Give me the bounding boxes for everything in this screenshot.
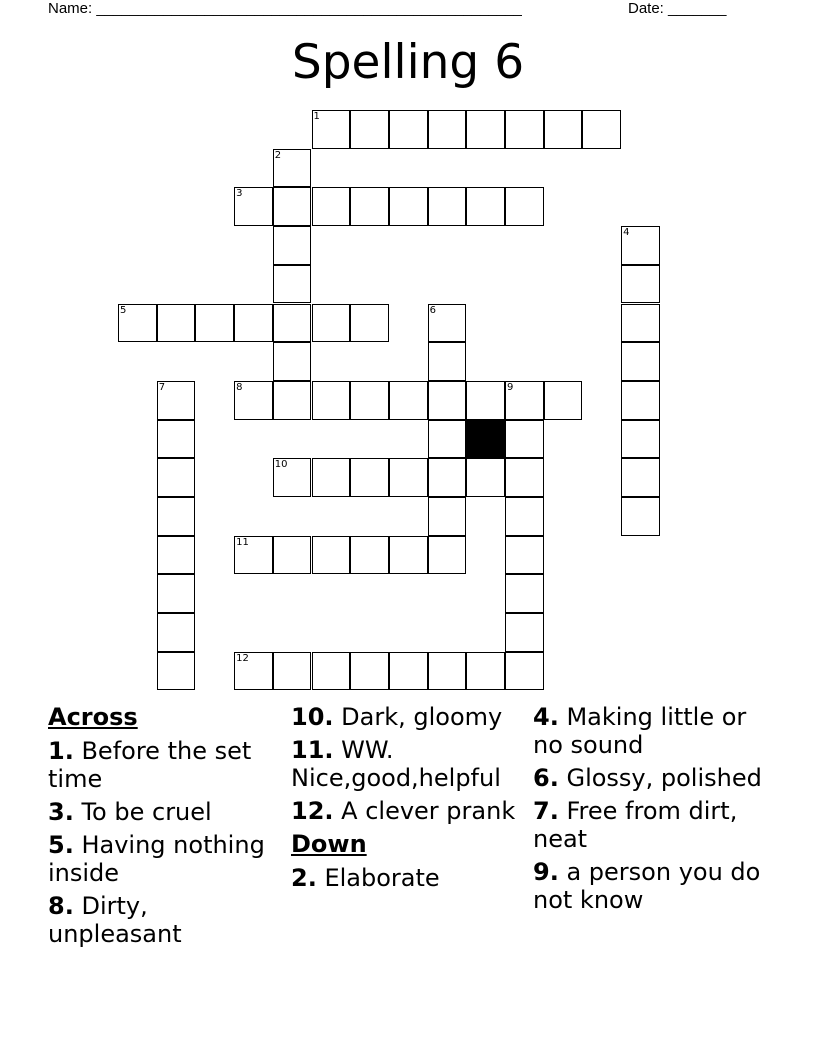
- grid-cell[interactable]: [273, 342, 312, 381]
- cell-number: 12: [236, 652, 249, 664]
- grid-cell[interactable]: [389, 536, 428, 575]
- cell-number: 9: [507, 381, 514, 393]
- clue-across-10: [291, 703, 531, 731]
- grid-cell[interactable]: [466, 458, 505, 497]
- grid-cell[interactable]: [544, 381, 583, 420]
- cell-number: 7: [158, 381, 166, 393]
- grid-cell[interactable]: [273, 381, 312, 420]
- grid-cell[interactable]: [428, 304, 467, 343]
- clue-text: Before the set time: [48, 737, 252, 793]
- grid-cell[interactable]: [157, 574, 196, 613]
- clue-number: 6.: [533, 764, 559, 792]
- grid-cell[interactable]: [312, 652, 351, 691]
- grid-cell[interactable]: [118, 304, 157, 343]
- grid-cell[interactable]: [389, 458, 428, 497]
- grid-cell[interactable]: [195, 304, 234, 343]
- grid-cell[interactable]: [157, 497, 196, 536]
- name-field-label[interactable]: Name: ___________________________________________________: [48, 0, 522, 17]
- grid-cell[interactable]: [428, 381, 467, 420]
- grid-cell[interactable]: [428, 342, 467, 381]
- cell-number: 1: [313, 111, 320, 122]
- grid-cell[interactable]: [389, 652, 428, 691]
- clue-number: 2.: [291, 864, 317, 892]
- grid-cell[interactable]: [273, 265, 312, 304]
- clue-text: Free from dirt, neat: [533, 797, 738, 853]
- date-field-label[interactable]: Date: _______: [628, 0, 727, 17]
- grid-cell[interactable]: [157, 652, 196, 691]
- grid-cell[interactable]: [157, 613, 196, 652]
- clue-number: 12.: [291, 797, 334, 825]
- grid-cell[interactable]: [505, 187, 544, 226]
- grid-cell[interactable]: [621, 381, 660, 420]
- clue-down-7: [533, 797, 773, 853]
- clue-number: 8.: [48, 892, 74, 920]
- clue-number: 10.: [291, 703, 334, 731]
- grid-cell[interactable]: [312, 536, 351, 575]
- grid-cell[interactable]: [505, 458, 544, 497]
- clue-across-8: [48, 892, 288, 948]
- grid-cell[interactable]: [273, 226, 312, 265]
- clue-down-9: [533, 858, 773, 914]
- clue-number: 5.: [48, 831, 74, 859]
- grid-cell[interactable]: [466, 187, 505, 226]
- grid-cell[interactable]: [505, 574, 544, 613]
- grid-cell[interactable]: [312, 187, 351, 226]
- clue-text: WW. Nice,good,helpful: [291, 736, 501, 792]
- clue-number: 11.: [291, 736, 334, 764]
- down-heading: Down: [291, 830, 367, 858]
- grid-cell[interactable]: [312, 381, 351, 420]
- grid-cell[interactable]: [505, 652, 544, 691]
- grid-cell[interactable]: [234, 381, 273, 420]
- grid-cell[interactable]: [157, 458, 196, 497]
- clue-across-3: [48, 798, 288, 826]
- grid-cell[interactable]: [505, 381, 544, 420]
- clue-text: Dirty, unpleasant: [48, 892, 182, 948]
- grid-cell[interactable]: [312, 304, 351, 343]
- page-title: Spelling 6: [291, 35, 525, 90]
- black-block: [466, 420, 505, 459]
- grid-cell[interactable]: [273, 536, 312, 575]
- clue-number: 4.: [533, 703, 559, 731]
- clue-number: 3.: [48, 798, 74, 826]
- grid-cell[interactable]: [234, 536, 273, 575]
- clue-number: 7.: [533, 797, 559, 825]
- grid-cell[interactable]: [621, 342, 660, 381]
- across-heading: Across: [48, 703, 138, 731]
- grid-cell[interactable]: [389, 381, 428, 420]
- grid-cell[interactable]: [505, 613, 544, 652]
- grid-cell[interactable]: [157, 536, 196, 575]
- clue-text: Elaborate: [324, 864, 440, 892]
- grid-cell[interactable]: [544, 110, 583, 149]
- grid-cell[interactable]: [350, 381, 389, 420]
- grid-cell[interactable]: [350, 110, 389, 149]
- grid-cell[interactable]: [428, 110, 467, 149]
- grid-cell[interactable]: [273, 652, 312, 691]
- clue-down-6: [533, 764, 773, 792]
- grid-cell[interactable]: [273, 187, 312, 226]
- cell-number: 4: [623, 227, 630, 239]
- clue-across-5: [48, 831, 288, 887]
- grid-cell[interactable]: [234, 187, 273, 226]
- grid-cell[interactable]: [273, 458, 312, 497]
- clue-down-2: [291, 864, 531, 892]
- cell-number: 2: [274, 149, 282, 161]
- cell-number: 6: [429, 304, 436, 316]
- grid-cell[interactable]: [428, 497, 467, 536]
- clue-column-2: [291, 703, 531, 897]
- clue-column-1: [48, 703, 288, 953]
- grid-cell[interactable]: [350, 187, 389, 226]
- cell-number: 3: [236, 188, 243, 200]
- clue-text: To be cruel: [81, 798, 212, 826]
- grid-cell[interactable]: [428, 187, 467, 226]
- clue-text: Dark, gloomy: [341, 703, 503, 731]
- grid-cell[interactable]: [505, 536, 544, 575]
- grid-cell[interactable]: [273, 304, 312, 343]
- clue-text: Making little or no sound: [533, 703, 747, 759]
- grid-cell[interactable]: [428, 652, 467, 691]
- grid-cell[interactable]: [389, 110, 428, 149]
- grid-cell[interactable]: [234, 304, 273, 343]
- grid-cell[interactable]: [466, 110, 505, 149]
- grid-cell[interactable]: [505, 497, 544, 536]
- grid-cell[interactable]: [621, 497, 660, 536]
- grid-cell[interactable]: [157, 381, 196, 420]
- clue-text: a person you do not know: [533, 858, 761, 914]
- grid-cell[interactable]: [350, 652, 389, 691]
- grid-cell[interactable]: [157, 420, 196, 459]
- grid-cell[interactable]: [350, 458, 389, 497]
- grid-cell[interactable]: [428, 536, 467, 575]
- clue-across-12: [291, 797, 531, 825]
- grid-cell[interactable]: [621, 226, 660, 265]
- grid-cell[interactable]: [312, 458, 351, 497]
- grid-cell[interactable]: [466, 381, 505, 420]
- clue-across-1: [48, 737, 288, 793]
- clue-down-4: [533, 703, 773, 759]
- grid-cell[interactable]: [157, 304, 196, 343]
- clue-column-3: [533, 703, 773, 919]
- grid-cell[interactable]: [389, 187, 428, 226]
- grid-cell[interactable]: [273, 149, 312, 188]
- grid-cell[interactable]: [621, 304, 660, 343]
- clue-number: 9.: [533, 858, 559, 886]
- grid-cell[interactable]: [621, 420, 660, 459]
- cell-number: 10: [274, 459, 288, 471]
- clue-text: Glossy, polished: [566, 764, 762, 792]
- grid-cell[interactable]: [505, 110, 544, 149]
- grid-cell[interactable]: [428, 458, 467, 497]
- clue-number: 1.: [48, 737, 74, 765]
- clue-across-11: [291, 736, 531, 792]
- grid-cell[interactable]: [234, 652, 273, 691]
- grid-cell[interactable]: [621, 458, 660, 497]
- grid-cell[interactable]: [466, 652, 505, 691]
- cell-number: 11: [236, 536, 249, 548]
- grid-cell[interactable]: [582, 110, 621, 149]
- grid-cell[interactable]: [621, 265, 660, 304]
- clue-text: A clever prank: [341, 797, 516, 825]
- grid-cell[interactable]: [350, 304, 389, 343]
- cell-number: 5: [120, 304, 127, 316]
- clue-text: Having nothing inside: [48, 831, 265, 887]
- grid-cell[interactable]: [312, 110, 351, 149]
- grid-cell[interactable]: [505, 420, 544, 459]
- grid-cell[interactable]: [428, 420, 467, 459]
- grid-cell[interactable]: [350, 536, 389, 575]
- cell-number: 8: [236, 381, 243, 393]
